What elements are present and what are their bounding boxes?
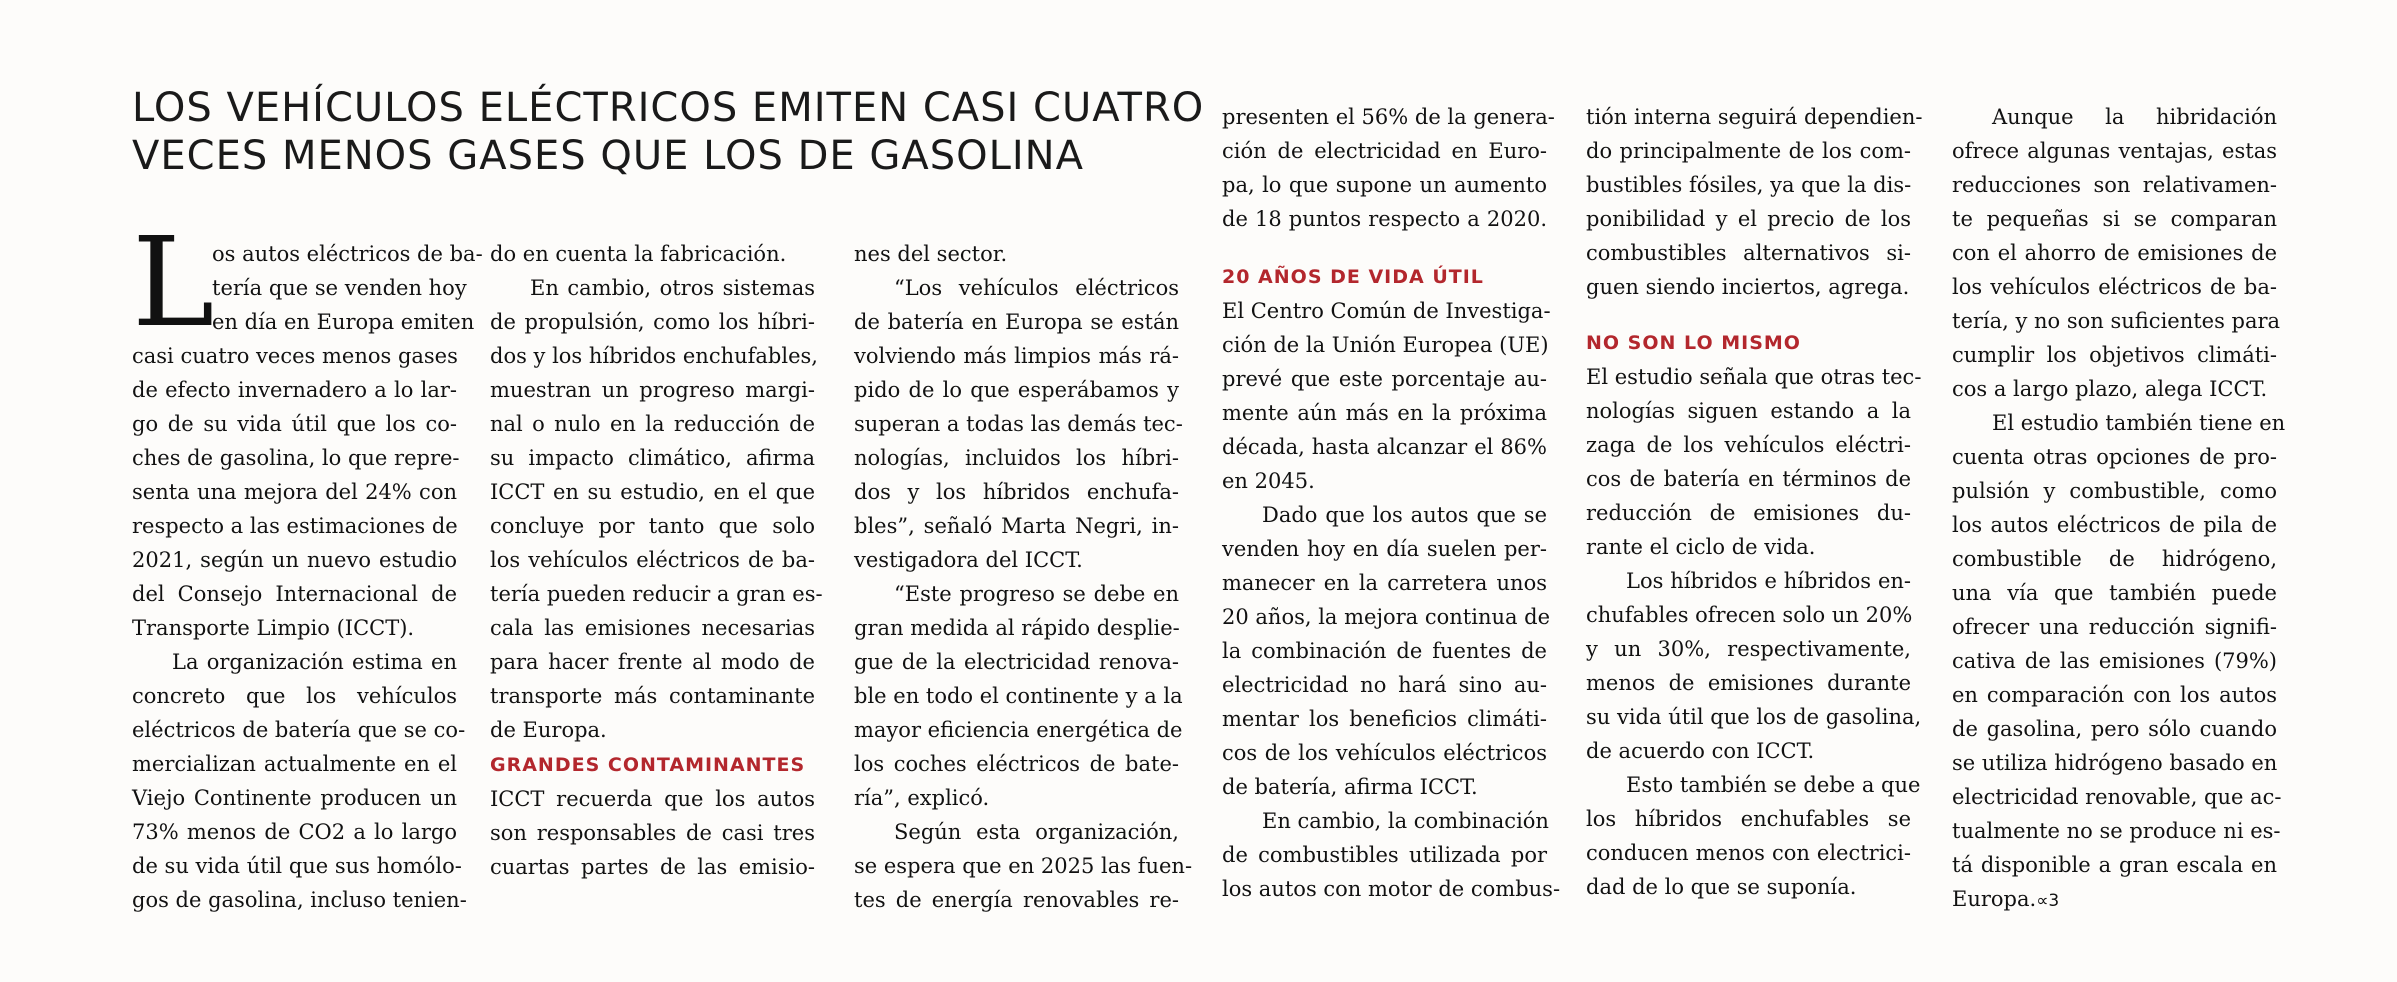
column-6 [1952,0,2286,982]
text-line: combustible de hidrógeno, [1952,547,2277,571]
text-line: venden hoy en día suelen per- [1222,537,1547,561]
text-line-end: Europa. [1952,887,2037,911]
text-line: gos de gasolina, incluso tenien- [132,888,467,912]
text-line: Según esta organización, [894,820,1179,844]
text-line: mente aún más en la próxima [1222,401,1547,425]
text-line: ponibilidad y el precio de los [1586,207,1911,231]
text-line: Esto también se debe a que [1626,773,1921,797]
text-line: ofrecer una reducción signifi- [1952,615,2277,639]
text-line: nologías siguen estando a la [1586,399,1911,423]
text-line: muestran un progreso margi- [490,378,815,402]
text-line: “Este progreso se debe en [894,582,1179,606]
text-line: respecto a las estimaciones de [132,514,458,538]
text-line: Aunque la hibridación [1992,105,2277,129]
text-line: El estudio también tiene en [1992,411,2286,435]
text-line: tá disponible a gran escala en [1952,853,2277,877]
text-line: mayor eficiencia energética de [854,718,1183,742]
text-line: en 2045. [1222,469,1315,493]
text-line: los autos con motor de combus- [1222,877,1561,901]
text-line: tería que se venden hoy [212,276,467,300]
text-line: ICCT en su estudio, en el que [490,480,815,504]
text-line: 2021, según un nuevo estudio [132,548,457,572]
text-line: cos de los vehículos eléctricos [1222,741,1547,765]
text-line: do principalmente de los com- [1586,139,1911,163]
text-line: transporte más contaminante [490,684,815,708]
text-line: prevé que este porcentaje au- [1222,367,1547,391]
text-line: chufables ofrecen solo un 20% [1586,603,1913,627]
text-line: cuenta otras opciones de pro- [1952,445,2277,469]
text-line: conducen menos con electrici- [1586,841,1911,865]
text-line: electricidad no hará sino au- [1222,673,1547,697]
text-line: “Los vehículos eléctricos [894,276,1179,300]
text-line: mercializan actualmente en el [132,752,457,776]
text-line: gue de la electricidad renova- [854,650,1179,674]
text-line: combustibles alternativos si- [1586,241,1911,265]
text-line: del Consejo Internacional de [132,582,457,606]
text-line: mentar los beneficios climáti- [1222,707,1547,731]
text-line: concreto que los vehículos [132,684,457,708]
text-line: manecer en la carretera unos [1222,571,1547,595]
text-line: los autos eléctricos de pila de [1952,513,2277,537]
text-line: son responsables de casi tres [490,821,815,845]
text-line: 20 años, la mejora continua de [1222,605,1551,629]
text-line: reducciones son relativamen- [1952,173,2277,197]
text-line: dos y los híbridos enchufa- [854,480,1179,504]
text-line: Los híbridos e híbridos en- [1626,569,1911,593]
text-line: concluye por tanto que solo [490,514,815,538]
text-line: de 18 puntos respecto a 2020. [1222,207,1547,231]
text-line: pa, lo que supone un aumento [1222,173,1547,197]
column-2 [490,0,823,982]
section-subhead: 20 AÑOS DE VIDA ÚTIL [1222,266,1484,288]
text-line: zaga de los vehículos eléctri- [1586,433,1911,457]
text-line: pulsión y combustible, como [1952,479,2277,503]
text-line: década, hasta alcanzar el 86% [1222,435,1547,459]
text-line: cumplir los objetivos climáti- [1952,343,2277,367]
text-line: go de su vida útil que los co- [132,412,457,436]
text-line: dad de lo que se suponía. [1586,875,1857,899]
text-line: la combinación de fuentes de [1222,639,1547,663]
text-line: do en cuenta la fabricación. [490,242,787,266]
text-line: ble en todo el continente y a la [854,684,1183,708]
text-line: con el ahorro de emisiones de [1952,241,2277,265]
text-line: Viejo Continente producen un [132,786,457,810]
text-line: ofrece algunas ventajas, estas [1952,139,2277,163]
text-line: En cambio, la combinación [1262,809,1549,833]
section-subhead: NO SON LO MISMO [1586,332,1801,354]
text-line: volviendo más limpios más rá- [854,344,1179,368]
text-line: nes del sector. [854,242,1008,266]
text-line: los coches eléctricos de bate- [854,752,1179,776]
text-line: casi cuatro veces menos gases [132,344,458,368]
text-line: de batería, afirma ICCT. [1222,775,1478,799]
text-line: El Centro Común de Investiga- [1222,299,1551,323]
text-line: de efecto invernadero a lo lar- [132,378,457,402]
text-line: tería, y no son suficientes para [1952,309,2281,333]
headline-line-1: LOS VEHÍCULOS ELÉCTRICOS EMITEN CASI CUATRO [132,85,1205,131]
text-line: dos y los híbridos enchufables, [490,344,818,368]
text-line: vestigadora del ICCT. [854,548,1083,572]
text-line: los vehículos eléctricos de ba- [490,548,815,572]
text-line: tión interna seguirá dependien- [1586,105,1923,129]
text-line: su vida útil que los de gasolina, [1586,705,1922,729]
end-mark-icon: ∝3 [2036,891,2060,911]
text-line: ción de la Unión Europea (UE) [1222,333,1549,357]
text-line: presenten el 56% de la genera- [1222,105,1555,129]
text-line: cativa de las emisiones (79%) [1952,649,2277,673]
headline-line-2: VECES MENOS GASES QUE LOS DE GASOLINA [132,133,1084,179]
column-1 [132,0,483,982]
text-line: de gasolina, pero sólo cuando [1952,717,2277,741]
text-line: ción de electricidad en Euro- [1222,139,1547,163]
text-line: Dado que los autos que se [1262,503,1547,527]
column-5 [1586,0,1923,982]
text-line: cos de batería en términos de [1586,467,1911,491]
text-line: tes de energía renovables re- [854,888,1179,912]
text-line: El estudio señala que otras tec- [1586,365,1922,389]
text-line: pido de lo que esperábamos y [854,378,1179,402]
text-line: y un 30%, respectivamente, [1586,637,1911,661]
text-line: de su vida útil que sus homólo- [132,854,462,878]
text-line: eléctricos de batería que se co- [132,718,466,742]
text-line: se espera que en 2025 las fuen- [854,854,1193,878]
text-line: superan a todas las demás tec- [854,412,1183,436]
text-line: senta una mejora del 24% con [132,480,457,504]
text-line: se utiliza hidrógeno basado en [1952,751,2278,775]
text-line: ría”, explicó. [854,786,990,810]
text-line: una vía que también puede [1952,581,2277,605]
text-line: electricidad renovable, que ac- [1952,785,2282,809]
text-line: bles”, señaló Marta Negri, in- [854,514,1179,538]
text-line: los híbridos enchufables se [1586,807,1911,831]
text-line: La organización estima en [172,650,457,674]
text-line: reducción de emisiones du- [1586,501,1911,525]
text-line: de acuerdo con ICCT. [1586,739,1815,763]
text-line [1952,882,2059,916]
text-line: de Europa. [490,718,607,742]
text-line: nologías, incluidos los híbri- [854,446,1179,470]
text-line: 73% menos de CO2 a lo largo [132,820,457,844]
text-line: En cambio, otros sistemas [530,276,815,300]
column-3 [854,0,1193,982]
text-line: en día en Europa emiten [212,310,475,334]
column-4 [1222,0,1561,982]
text-line: en comparación con los autos [1952,683,2277,707]
text-line: te pequeñas si se comparan [1952,207,2277,231]
text-line: rante el ciclo de vida. [1586,535,1816,559]
text-line: su impacto climático, afirma [490,446,815,470]
text-line: tualmente no se produce ni es- [1952,819,2281,843]
text-line: cos a largo plazo, alega ICCT. [1952,377,2268,401]
text-line: nal o nulo en la reducción de [490,412,815,436]
text-line: bustibles fósiles, ya que la dis- [1586,173,1912,197]
text-line: tería pueden reducir a gran es- [490,582,823,606]
text-line: los vehículos eléctricos de ba- [1952,275,2277,299]
text-line: guen siendo inciertos, agrega. [1586,275,1910,299]
text-line: para hacer frente al modo de [490,650,815,674]
drop-cap: L [132,211,215,355]
text-line: Transporte Limpio (ICCT). [132,616,415,640]
text-line: gran medida al rápido desplie- [854,616,1180,640]
text-line: os autos eléctricos de ba- [212,242,483,266]
section-subhead: GRANDES CONTAMINANTES [490,754,806,776]
text-line: cuartas partes de las emisio- [490,855,815,879]
text-line: cala las emisiones necesarias [490,616,815,640]
text-line: ICCT recuerda que los autos [490,787,815,811]
text-line: menos de emisiones durante [1586,671,1911,695]
text-line: de batería en Europa se están [854,310,1179,334]
text-line: de combustibles utilizada por [1222,843,1547,867]
text-line: de propulsión, como los híbri- [490,310,815,334]
text-line: ches de gasolina, lo que repre- [132,446,460,470]
